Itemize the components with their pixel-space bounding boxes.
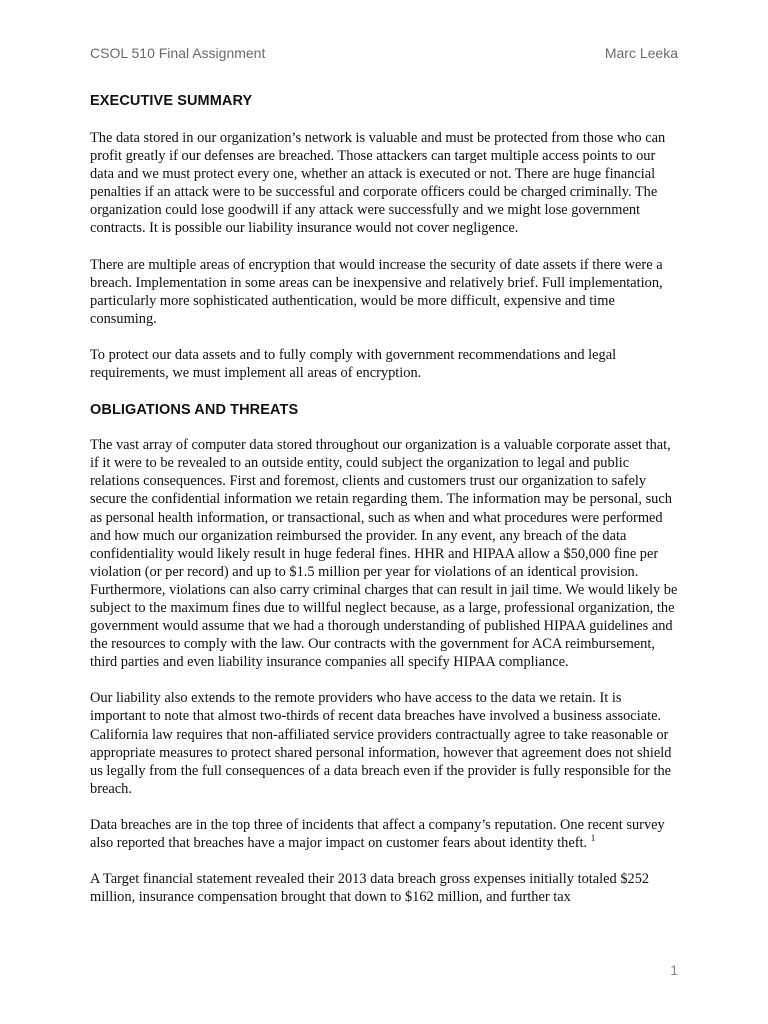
exec-summary-paragraph-3: To protect our data assets and to fully comply with government recommendations and legal requirements, we must implement all areas of encryption. — [90, 346, 617, 382]
obligations-paragraph-2: Our liability also extends to the remote providers who have access to the data we retain. It is important to note that almost two-thirds of recent data breaches have involved a business associate. California law requires that non-affiliated service providers contractually agree to take reasonable or appropriate measures to protect shared personal information, however that agreement does not shield us legally from the full consequences of a data breach even if the provider is fully responsible for the breach. — [90, 690, 672, 797]
heading-obligations-threats: OBLIGATIONS AND THREATS — [90, 402, 299, 419]
exec-summary-paragraph-1: The data stored in our organization’s network is valuable and must be protected from those who can profit greatly if our defenses are breached. Those attackers can target multiple access points to our data and we must protect every one, whether an attack is executed or not. There are huge financial penalties if an attack were to be successful and corporate officers could be charged criminally. The organization could lose goodwill if any attack were successfully and we might lose government contracts. It is possible our liability insurance would not cover negligence. — [90, 130, 666, 237]
heading-executive-summary: EXECUTIVE SUMMARY — [90, 93, 253, 109]
obligations-paragraph-1: The vast array of computer data stored throughout our organization is a valuable corporate asset that, if it were to be revealed to an outside entity, could subject the organization to legal and public relations consequences. First and foremost, clients and customers trust our organization to safely secure the confidential information we retain regarding them. The information may be personal, such as personal health information, or transactional, such as when and what procedures were performed and how much our organization reimbursed the provider. In any event, any breach of the data confidentiality would likely result in huge federal fines. HHR and HIPAA allow a $50,000 fine per violation (or per record) and up to $1.5 million per year for violations of an identical provision. Furthermore, violations can also carry criminal charges that can result in jail time. We would likely be subject to the maximum fines due to willful neglect because, as a large, professional organization, the government would assume that we had a thorough understanding of published HIPAA guidelines and the resources to comply with the law. Our contracts with the government for ACA reimbursement, third parties and even liability insurance companies all specify HIPAA compliance. — [90, 437, 678, 671]
page-number: 1 — [670, 962, 678, 978]
exec-summary-paragraph-2: There are multiple areas of encryption that would increase the security of date assets if there were a breach. Implementation in some areas can be inexpensive and relatively brief. Full implementation, particularly more sophisticated authentication, would be more difficult, expensive and time consuming. — [90, 256, 663, 327]
footnote-reference[interactable]: 1 — [590, 833, 596, 843]
document-body — [90, 91, 680, 906]
header-author-name: Marc Leeka — [604, 45, 678, 61]
header-course-title: CSOL 510 Final Assignment — [90, 45, 266, 61]
obligations-paragraph-4: A Target financial statement revealed their 2013 data breach gross expenses initially totaled $252 million, insurance compensation brought that down to $162 million, and further tax — [90, 871, 650, 906]
obligations-paragraph-3-text: Data breaches are in the top three of incidents that affect a company’s reputation. One recent survey also reported that breaches have a major impact on customer fears about identity theft. — [90, 816, 665, 851]
obligations-paragraph-3 — [90, 816, 680, 852]
